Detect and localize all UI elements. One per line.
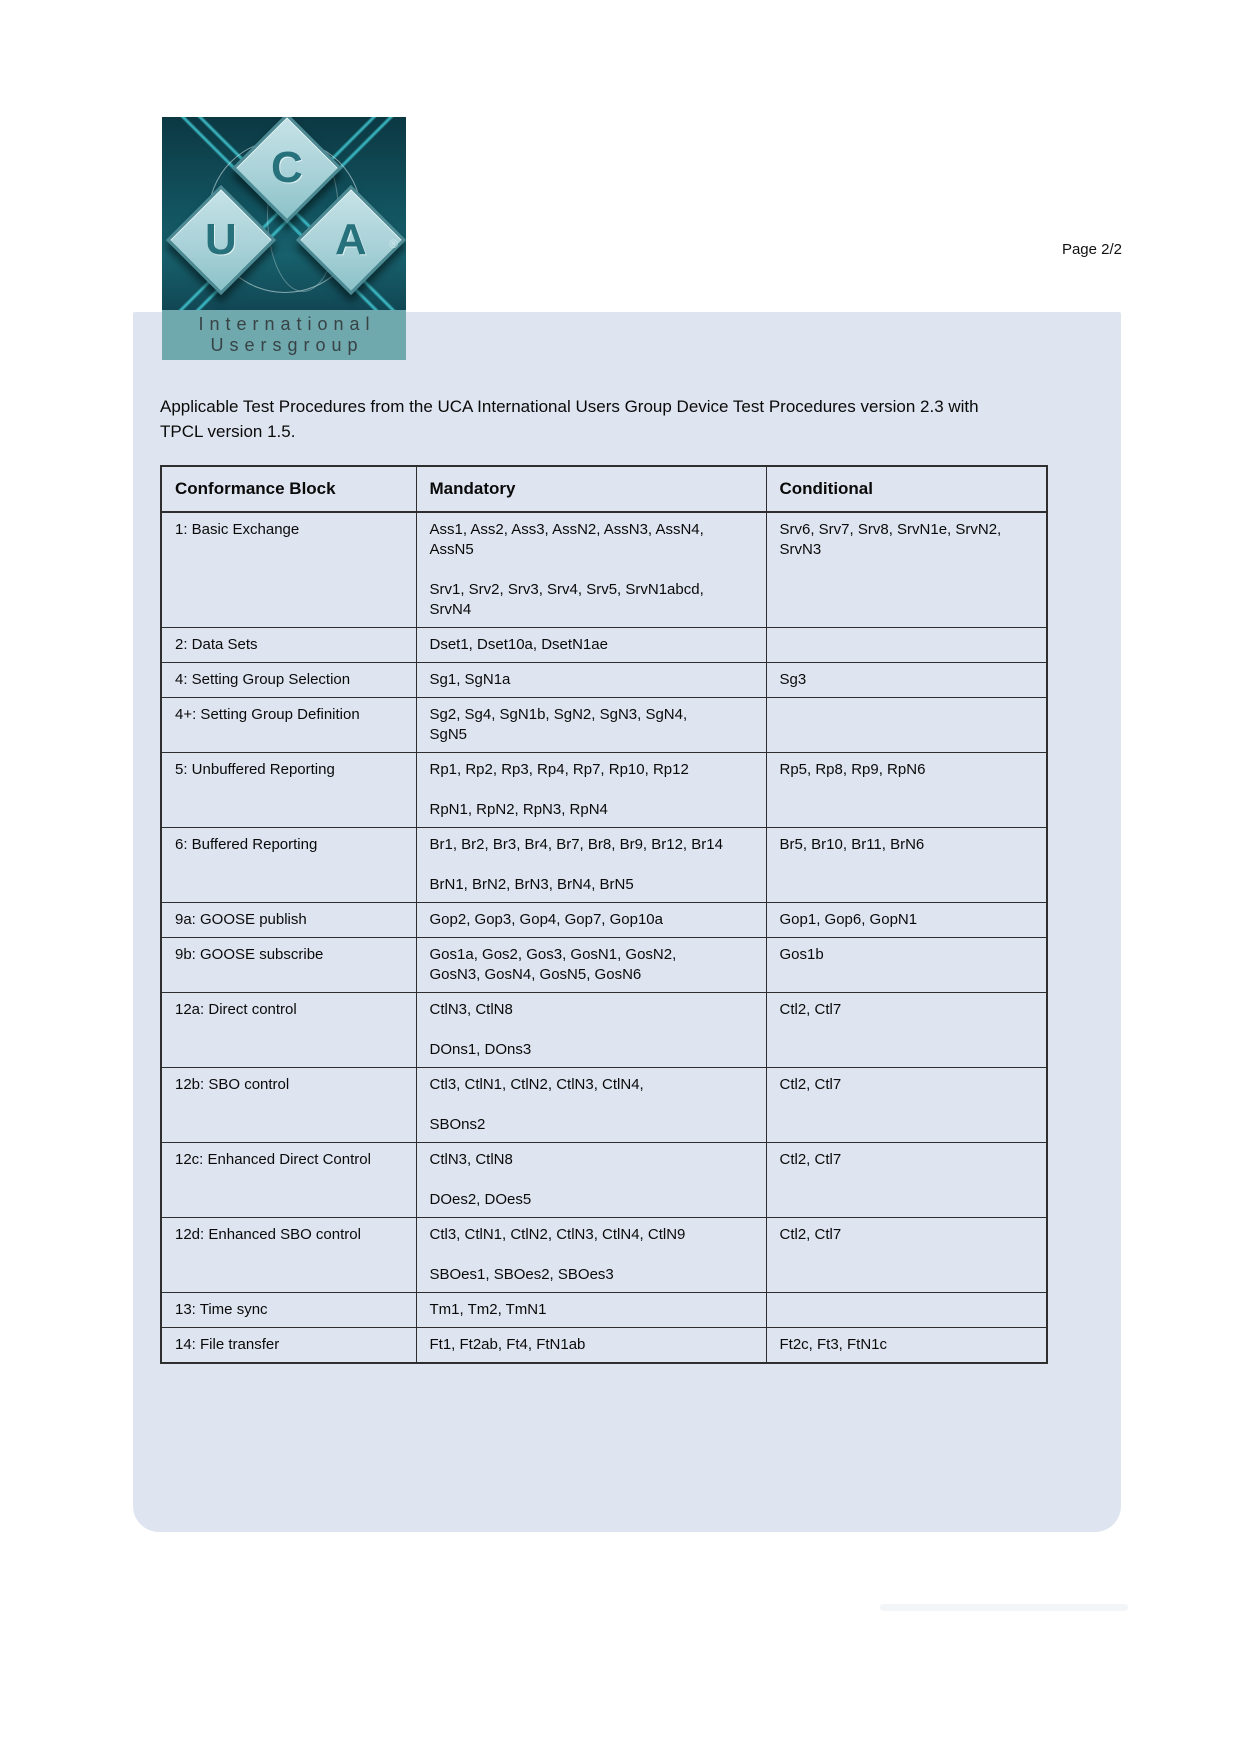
conditional-cell: [766, 1293, 1047, 1328]
table-row: [161, 663, 1047, 698]
conditional-cell: [766, 903, 1047, 938]
logo-letter-a: A: [335, 215, 367, 264]
conditional-cell: [766, 1328, 1047, 1364]
conformance-block-cell: [161, 1068, 416, 1143]
table-row: [161, 938, 1047, 993]
procedure-list: Gos1a, Gos2, Gos3, GosN1, GosN2, GosN3, GosN4, GosN5, GosN6: [429, 946, 677, 983]
procedure-list: Dset1, Dset10a, DsetN1ae: [429, 636, 608, 653]
conformance-block-cell: [161, 512, 416, 628]
procedure-list: 6: Buffered Reporting: [175, 836, 318, 853]
logo-letter-c: C: [271, 143, 303, 192]
conformance-block-cell: [161, 993, 416, 1068]
table-row: [161, 628, 1047, 663]
procedure-list: 4: Setting Group Selection: [175, 671, 351, 688]
procedure-list: Srv6, Srv7, Srv8, SrvN1e, SrvN2, SrvN3: [779, 521, 1002, 558]
mandatory-cell: [416, 1143, 766, 1218]
table-row: [161, 1068, 1047, 1143]
table-row: [161, 903, 1047, 938]
procedure-list: DOns1, DOns3: [429, 1041, 532, 1058]
procedure-list: 14: File transfer: [175, 1336, 280, 1353]
procedure-list: BrN1, BrN2, BrN3, BrN4, BrN5: [429, 876, 634, 893]
mandatory-cell: [416, 663, 766, 698]
conformance-block-cell: [161, 698, 416, 753]
procedure-list: Tm1, Tm2, TmN1: [429, 1301, 547, 1318]
conditional-cell: [766, 1068, 1047, 1143]
procedure-list: 9a: GOOSE publish: [175, 911, 307, 928]
procedure-list: Ctl3, CtlN1, CtlN2, CtlN3, CtlN4,: [429, 1076, 644, 1093]
procedure-list: Ft1, Ft2ab, Ft4, FtN1ab: [429, 1336, 586, 1353]
procedure-list: Ctl3, CtlN1, CtlN2, CtlN3, CtlN4, CtlN9: [429, 1226, 686, 1243]
procedure-list: Gop1, Gop6, GopN1: [779, 911, 918, 928]
procedure-list: SBOns2: [429, 1116, 486, 1133]
procedure-list: Rp5, Rp8, Rp9, RpN6: [779, 761, 926, 778]
procedure-list: Rp1, Rp2, Rp3, Rp4, Rp7, Rp10, Rp12: [429, 761, 689, 778]
col-header-mandatory: Mandatory: [416, 466, 766, 512]
logo-caption-line1: International: [198, 314, 376, 334]
procedure-list: 12c: Enhanced Direct Control: [175, 1151, 371, 1168]
mandatory-cell: [416, 753, 766, 828]
table-row: [161, 1218, 1047, 1293]
conditional-cell: [766, 828, 1047, 903]
mandatory-cell: [416, 698, 766, 753]
procedure-list: Sg2, Sg4, SgN1b, SgN2, SgN3, SgN4, SgN5: [429, 706, 688, 743]
conditional-cell: [766, 663, 1047, 698]
procedure-list: Ctl2, Ctl7: [779, 1076, 842, 1093]
mandatory-cell: [416, 512, 766, 628]
conditional-cell: [766, 938, 1047, 993]
uca-logo: [162, 117, 406, 360]
procedure-list: Ctl2, Ctl7: [779, 1001, 842, 1018]
procedure-list: Ass1, Ass2, Ass3, AssN2, AssN3, AssN4, AssN5: [429, 521, 704, 558]
procedure-list: Br1, Br2, Br3, Br4, Br7, Br8, Br9, Br12, Br14: [429, 836, 723, 853]
table-row: [161, 753, 1047, 828]
conformance-block-cell: [161, 663, 416, 698]
table-row: [161, 993, 1047, 1068]
conformance-block-cell: [161, 828, 416, 903]
conformance-table: [160, 465, 1048, 1364]
page-number: Page 2/2: [1061, 241, 1122, 258]
conditional-cell: [766, 993, 1047, 1068]
procedure-list: 12b: SBO control: [175, 1076, 290, 1093]
conditional-cell: [766, 1218, 1047, 1293]
procedure-list: 12d: Enhanced SBO control: [175, 1226, 361, 1243]
procedure-list: Ctl2, Ctl7: [779, 1151, 842, 1168]
table-row: [161, 1143, 1047, 1218]
mandatory-cell: [416, 903, 766, 938]
conformance-block-cell: [161, 1143, 416, 1218]
table-row: [161, 1293, 1047, 1328]
mandatory-cell: [416, 938, 766, 993]
conformance-block-cell: [161, 1293, 416, 1328]
procedure-list: SBOes1, SBOes2, SBOes3: [429, 1266, 614, 1283]
logo-caption: [162, 310, 406, 360]
conformance-block-cell: [161, 753, 416, 828]
conformance-block-cell: [161, 938, 416, 993]
conditional-cell: [766, 753, 1047, 828]
intro-paragraph: Applicable Test Procedures from the UCA International Users Group Device Test Procedures version 2.3 with TPCL version 1.5.: [160, 397, 979, 441]
procedure-list: RpN1, RpN2, RpN3, RpN4: [429, 801, 608, 818]
conformance-block-cell: [161, 903, 416, 938]
conditional-cell: [766, 512, 1047, 628]
procedure-list: 4+: Setting Group Definition: [175, 706, 360, 723]
mandatory-cell: [416, 1328, 766, 1364]
table-header-row: [161, 466, 1047, 512]
uca-logo-graphic: [162, 117, 406, 310]
procedure-list: 5: Unbuffered Reporting: [175, 761, 335, 778]
logo-caption-line2: Usersgroup: [210, 335, 364, 355]
procedure-list: Sg1, SgN1a: [429, 671, 511, 688]
procedure-list: Gop2, Gop3, Gop4, Gop7, Gop10a: [429, 911, 663, 928]
table-row: [161, 828, 1047, 903]
conditional-cell: [766, 698, 1047, 753]
col-header-conformance-block: Conformance Block: [161, 466, 416, 512]
procedure-list: 9b: GOOSE subscribe: [175, 946, 324, 963]
mandatory-cell: [416, 1293, 766, 1328]
mandatory-cell: [416, 1068, 766, 1143]
procedure-list: Srv1, Srv2, Srv3, Srv4, Srv5, SrvN1abcd, SrvN4: [429, 581, 704, 618]
conformance-block-cell: [161, 628, 416, 663]
procedure-list: Gos1b: [779, 946, 824, 963]
procedure-list: CtlN3, CtlN8: [429, 1001, 513, 1018]
table-row: [161, 1328, 1047, 1364]
table-row: [161, 698, 1047, 753]
procedure-list: Ft2c, Ft3, FtN1c: [779, 1336, 888, 1353]
procedure-list: 13: Time sync: [175, 1301, 268, 1318]
col-header-conditional: Conditional: [766, 466, 1047, 512]
procedure-list: Br5, Br10, Br11, BrN6: [779, 836, 925, 853]
mandatory-cell: [416, 828, 766, 903]
conditional-cell: [766, 628, 1047, 663]
mandatory-cell: [416, 993, 766, 1068]
conformance-block-cell: [161, 1328, 416, 1364]
procedure-list: 2: Data Sets: [175, 636, 258, 653]
logo-letter-u: U: [205, 215, 237, 264]
conformance-block-cell: [161, 1218, 416, 1293]
mandatory-cell: [416, 628, 766, 663]
procedure-list: Sg3: [779, 671, 807, 688]
mandatory-cell: [416, 1218, 766, 1293]
procedure-list: 1: Basic Exchange: [175, 521, 300, 538]
table-row: [161, 512, 1047, 628]
procedure-list: 12a: Direct control: [175, 1001, 297, 1018]
conditional-cell: [766, 1143, 1047, 1218]
registered-trademark-icon: ®: [389, 237, 398, 251]
procedure-list: DOes2, DOes5: [429, 1191, 532, 1208]
footer-divider: [880, 1604, 1128, 1611]
procedure-list: Ctl2, Ctl7: [779, 1226, 842, 1243]
procedure-list: CtlN3, CtlN8: [429, 1151, 513, 1168]
